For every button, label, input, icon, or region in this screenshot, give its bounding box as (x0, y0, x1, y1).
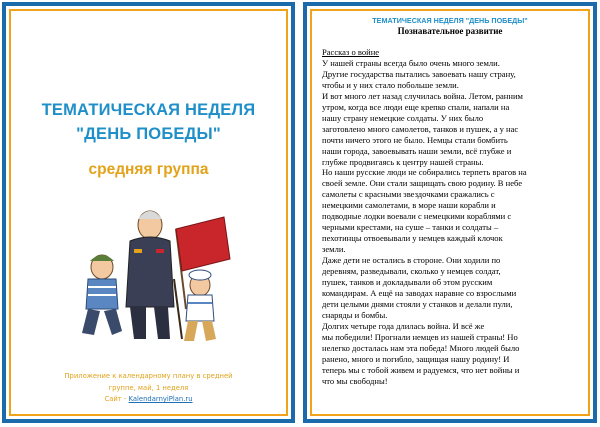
cover-title-line2: "ДЕНЬ ПОБЕДЫ" (76, 125, 221, 143)
story-paragraph: Но наши русские люди не собирались терпеть врагов на своей земле. Они стали защищать свою родину. В небе самолеты с красными звездочками сражались с немецкими самолетами, в море наши корабли и подводные лодки воевали с немецкими кораблями с черными крестами, на суше – танки и солдаты – пехотинцы отвоевывали у немцев каждый клочок земли. (322, 167, 527, 255)
cover-footer (26, 371, 271, 406)
cover-subtitle: средняя группа (88, 161, 209, 178)
story-paragraph: И вот много лет назад случилась война. Летом, ранним утром, когда все люди еще крепко спали, напали на нашу страну немецкие солдаты. У них было заготовлено много самолетов, танков и пушек, а у нас почти ничего этого не было. Немцы стали бомбить наши города, завоевывать наши земли, всё глубже и глубже продвигаясь к центру нашей страны. (322, 90, 523, 167)
cover-page (2, 2, 295, 423)
story-paragraph: У нашей страны всегда было очень много земли. Другие государства пытались завоевать нашу страну, чтобы и у них стало побольше земли. (322, 57, 516, 90)
veteran-children-illustration (64, 189, 240, 349)
site-prefix: Сайт - (104, 395, 129, 403)
cover-title (6, 98, 291, 146)
cover-footer-site (26, 394, 271, 406)
story-page (303, 2, 597, 423)
boy-figure-left (82, 255, 122, 335)
site-link[interactable]: KalendarnyiPlan.ru (128, 395, 193, 403)
story-paragraph: Долгих четыре года длилась война. И всё же мы победили! Прогнали немцев из нашей страны! Но нелегко досталась нам эта победа! Много людей было ранено, много и погибло, защищая нашу родину! И теперь мы с тобой живем и радуемся, что нет войны и что мы свободны! (322, 320, 520, 386)
cover-title-line1: ТЕМАТИЧЕСКАЯ НЕДЕЛЯ (41, 101, 256, 119)
story-title: Рассказ о войне (322, 47, 380, 57)
story-paragraph: Даже дети не остались в стороне. Они ходили по деревням, разведывали, сколько у немцев солдат, пушек, танков и докладывали об этом русским командирам. А ещё на заводах наравне со взрослыми дети целыми днями стояли у станков и делали пули, снаряды и бомбы. (322, 255, 517, 320)
boy-figure-right (184, 270, 216, 341)
cover-footer-line2: группе, май, 1 неделя (108, 383, 189, 392)
veteran-figure (126, 211, 182, 339)
cover-footer-line1: Приложение к календарному плану в средней (64, 372, 233, 380)
document-section-title: Познавательное развитие (397, 26, 503, 36)
story-body (322, 47, 585, 387)
document-header: ТЕМАТИЧЕСКАЯ НЕДЕЛЯ "ДЕНЬ ПОБЕДЫ" (372, 16, 528, 25)
